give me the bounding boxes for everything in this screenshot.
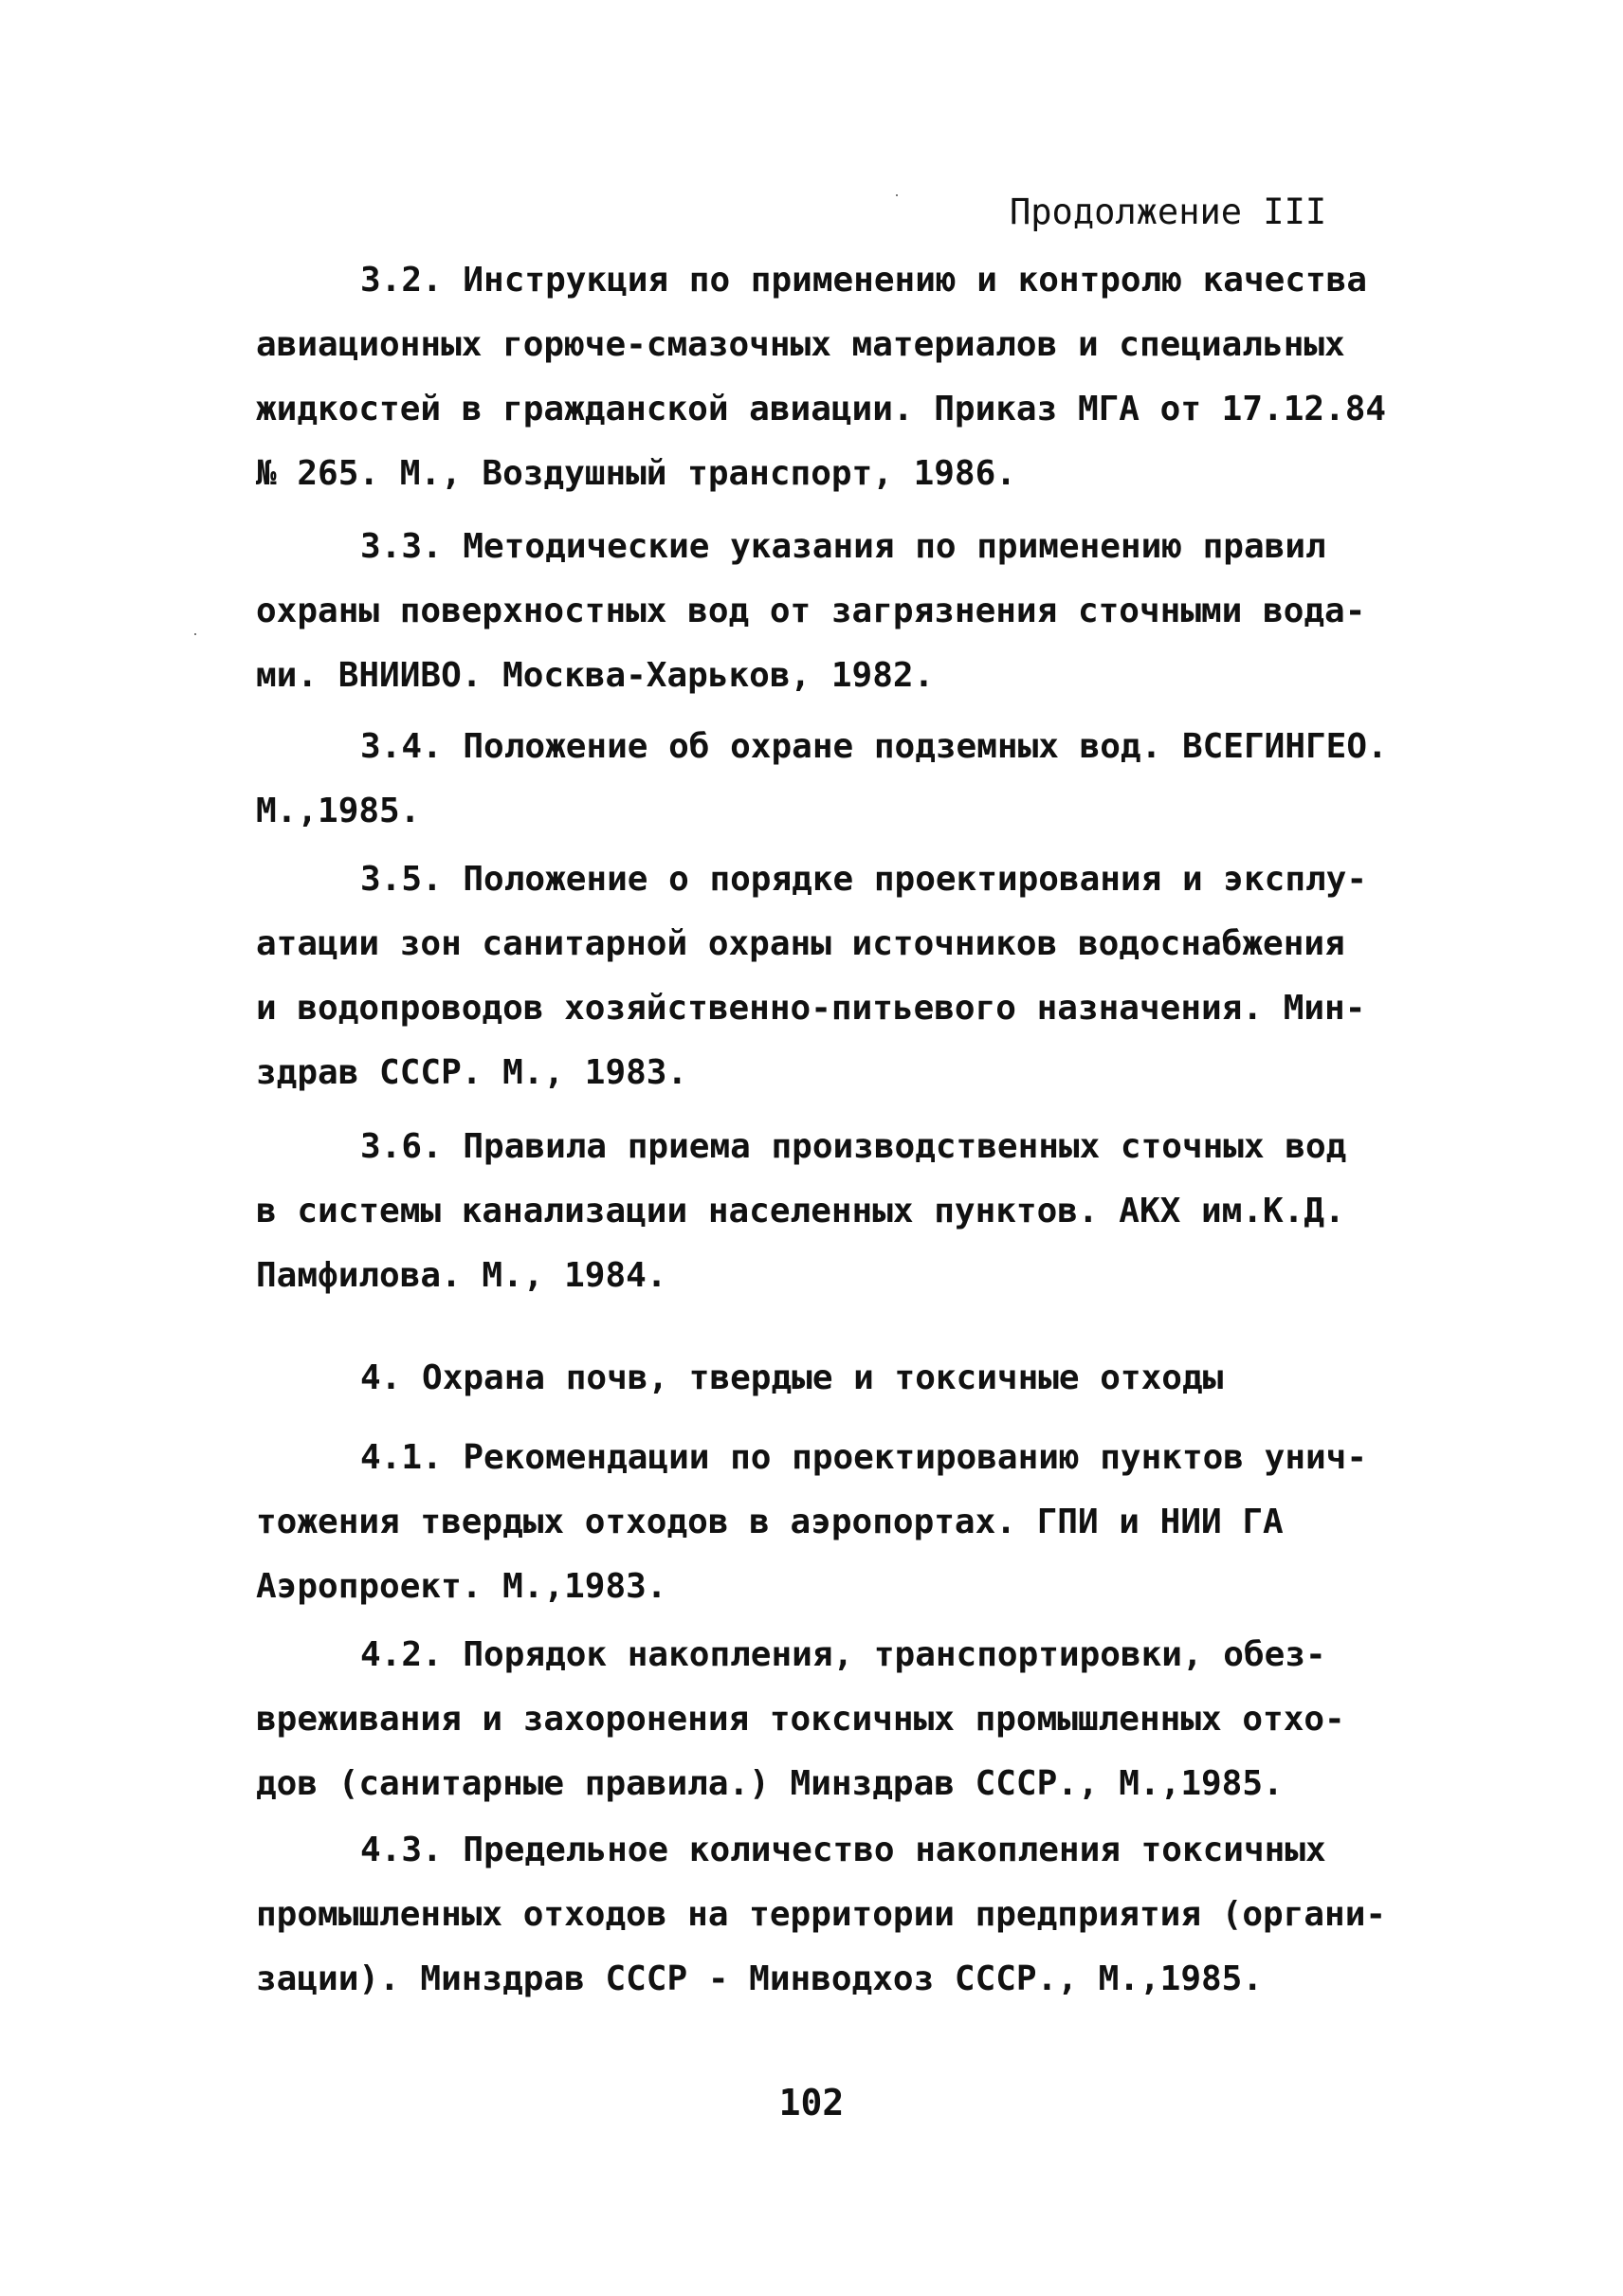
- reference-entry-3-4: [256, 715, 1388, 844]
- entry-line: 3.2. Инструкция по применению и контролю качества: [360, 261, 1368, 300]
- entry-line: промышленных отходов на территории предприятия (органи-: [256, 1895, 1387, 1934]
- entry-line: 3.3. Методические указания по применению правил: [360, 527, 1326, 566]
- page-number: 102: [778, 2082, 845, 2123]
- entry-line: здрав СССР. М., 1983.: [256, 1053, 688, 1092]
- entry-line: дов (санитарные правила.) Минздрав СССР., М.,1985.: [256, 1764, 1284, 1803]
- entry-line: вреживания и захоронения токсичных промышленных отхо-: [256, 1700, 1345, 1739]
- scan-speck: [194, 633, 196, 635]
- reference-entry-4-3: [256, 1818, 1387, 2012]
- continuation-header: Продолжение III: [1010, 191, 1327, 232]
- reference-entry-3-3: [256, 515, 1375, 708]
- scan-speck: [896, 194, 898, 196]
- entry-line: жидкостей в гражданской авиации. Приказ МГА от 17.12.84: [256, 390, 1387, 428]
- entry-line: 4.2. Порядок накопления, транспортировки, обез-: [360, 1635, 1326, 1674]
- entry-line: зации). Минздрав СССР - Минводхоз СССР., М.,1985.: [256, 1959, 1264, 1998]
- entry-line: ми. ВНИИВО. Москва-Харьков, 1982.: [256, 656, 935, 695]
- entry-line: тожения твердых отходов в аэропортах. ГПИ и НИИ ГА: [256, 1503, 1284, 1541]
- entry-line: Памфилова. М., 1984.: [256, 1256, 667, 1295]
- reference-entry-3-2: [256, 248, 1387, 506]
- reference-entry-4-2: [256, 1623, 1375, 1816]
- entry-line: в системы канализации населенных пунктов. АКХ им.К.Д.: [256, 1192, 1345, 1230]
- reference-entry-3-6: [256, 1115, 1375, 1308]
- entry-line: Аэропроект. М.,1983.: [256, 1567, 667, 1606]
- reference-entry-4-1: [256, 1426, 1375, 1619]
- entry-line: 4.3. Предельное количество накопления токсичных: [360, 1831, 1326, 1869]
- reference-entry-3-5: [256, 847, 1375, 1105]
- entry-line: охраны поверхностных вод от загрязнения сточными вода-: [256, 592, 1366, 630]
- entry-line: 3.4. Положение об охране подземных вод. ВСЕГИНГЕО.: [360, 727, 1388, 766]
- entry-line: № 265. М., Воздушный транспорт, 1986.: [256, 454, 1016, 493]
- entry-line: 3.5. Положение о порядке проектирования и эксплу-: [360, 860, 1368, 899]
- entry-line: 4.1. Рекомендации по проектированию пунктов унич-: [360, 1438, 1368, 1477]
- entry-line: авиационных горюче-смазочных материалов и специальных: [256, 325, 1345, 364]
- section-heading: 4. Охрана почв, твердые и токсичные отходы: [360, 1358, 1224, 1397]
- entry-line: и водопроводов хозяйственно-питьевого назначения. Мин-: [256, 989, 1366, 1028]
- entry-line: атации зон санитарной охраны источников водоснабжения: [256, 924, 1345, 963]
- entry-line: М.,1985.: [256, 792, 421, 830]
- entry-line: 3.6. Правила приема производственных сточных вод: [360, 1127, 1347, 1166]
